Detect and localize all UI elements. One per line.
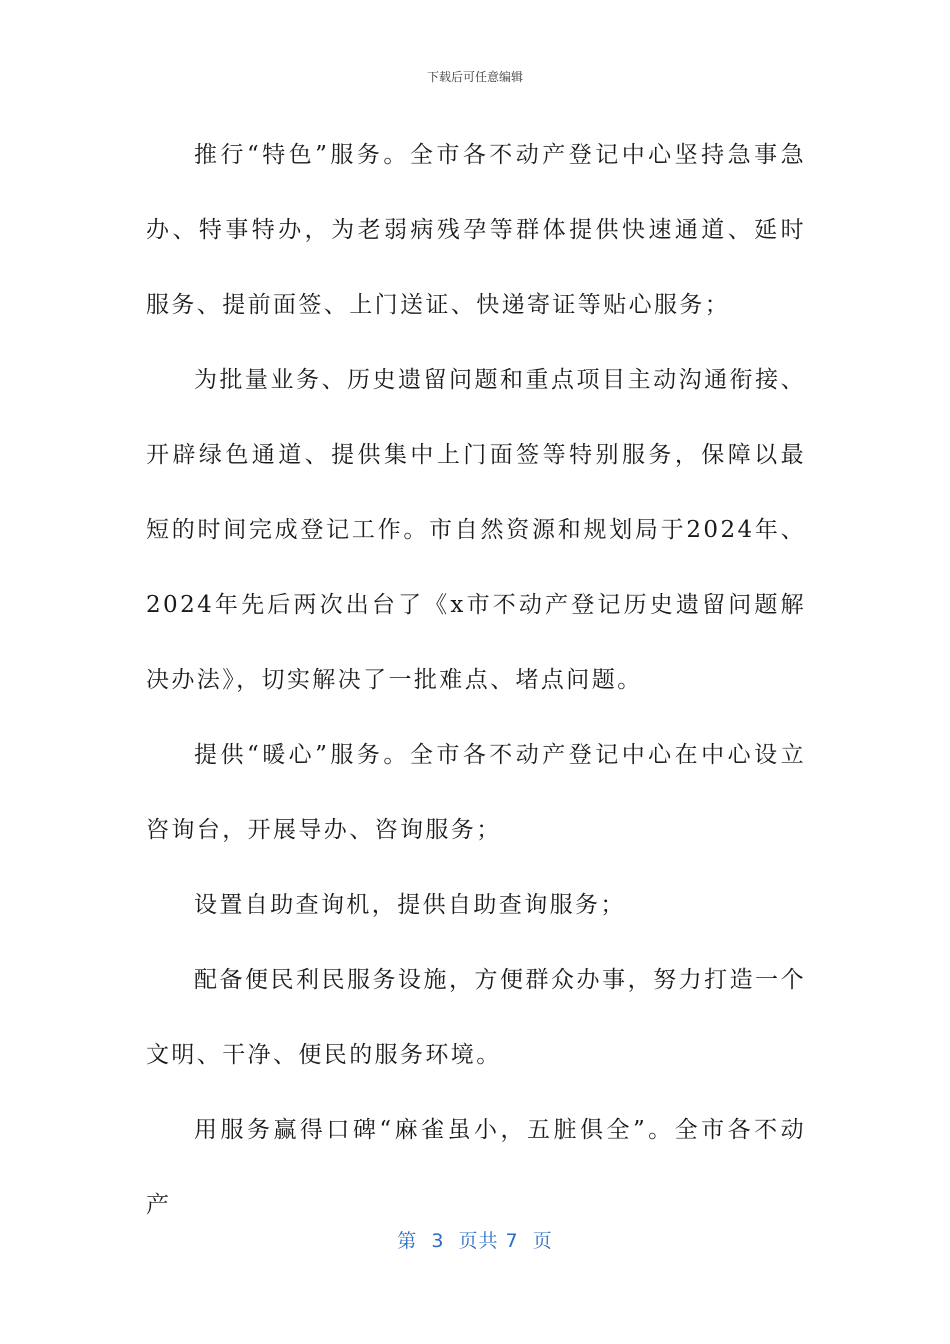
paragraph-facilities: 配备便民利民服务设施，方便群众办事，努力打造一个文明、干净、便民的服务环境。: [146, 967, 806, 1068]
page-header: 下载后可任意编辑: [426, 70, 523, 84]
document-body: [146, 118, 806, 1243]
paragraph-self-service: 设置自助查询机，提供自助查询服务；: [194, 892, 626, 918]
paragraph-special-service: 推行“特色”服务。全市各不动产登记中心坚持急事急办、特事特办，为老弱病残孕等群体提供快速通道、延时服务、提前面签、上门送证、快递寄证等贴心服务；: [146, 142, 806, 318]
page-number-footer: 第 3 页共 7 页: [397, 1230, 553, 1252]
paragraph-warm-service: 提供“暖心”服务。全市各不动产登记中心在中心设立咨询台，开展导办、咨询服务；: [146, 742, 806, 843]
paragraph-reputation: 用服务赢得口碑“麻雀虽小，五脏俱全”。全市各不动产: [146, 1117, 806, 1218]
paragraph-batch-business: 为批量业务、历史遗留问题和重点项目主动沟通衔接、开辟绿色通道、提供集中上门面签等特别服务，保障以最短的时间完成登记工作。市自然资源和规划局于2024年、2024年先后两次出台了《x市不动产登记历史遗留问题解决办法》，切实解决了一批难点、堵点问题。: [146, 367, 806, 693]
